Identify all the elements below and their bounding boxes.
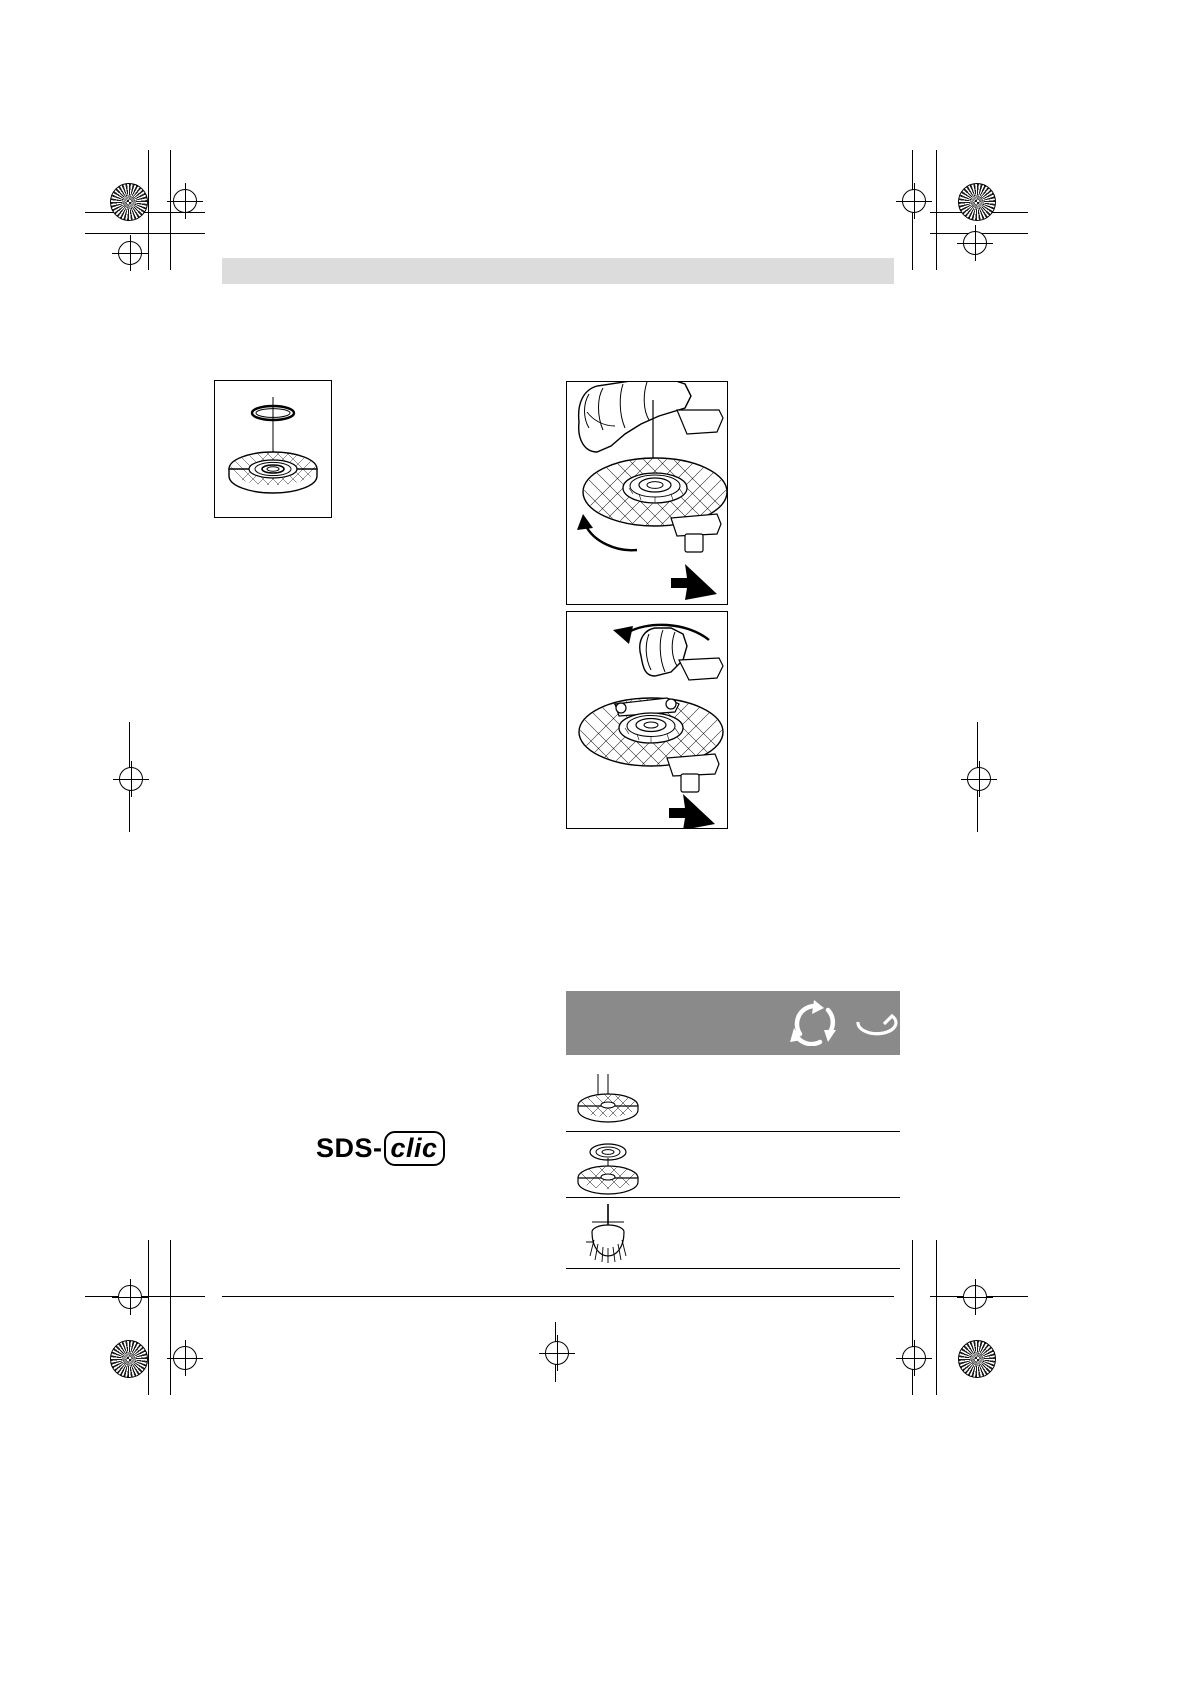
registration-crosshair: [173, 189, 197, 213]
registration-crosshair: [173, 1346, 197, 1370]
spec-row-icon-cup-brush: [570, 1202, 648, 1264]
figure-backing-pad-with-ring: [214, 380, 332, 518]
footer-rule: [222, 1296, 894, 1297]
sds-logo-suffix: clic: [384, 1131, 445, 1166]
crop-mark-line: [936, 150, 937, 270]
spec-row-divider: [566, 1268, 900, 1269]
registration-crosshair: [902, 189, 926, 213]
crop-mark-line: [148, 1240, 149, 1395]
spec-row-divider: [566, 1131, 900, 1132]
registration-crosshair: [119, 767, 143, 791]
halftone-starburst: [110, 1340, 148, 1378]
header-band: [222, 258, 894, 284]
halftone-starburst: [110, 183, 148, 221]
crop-mark-line: [936, 1240, 937, 1395]
spec-row-icon-grinding-disc: [570, 1072, 648, 1124]
registration-crosshair: [118, 241, 142, 265]
spec-header-icon-clamping-ring: [854, 1008, 900, 1040]
crop-mark-line: [170, 150, 171, 270]
crop-mark-line: [170, 1240, 171, 1395]
spec-row-icon-sanding-pad: [570, 1136, 648, 1198]
crop-mark-line: [85, 233, 205, 234]
registration-crosshair: [545, 1341, 569, 1365]
sds-logo-prefix: SDS-: [316, 1133, 383, 1163]
registration-crosshair: [967, 767, 991, 791]
registration-crosshair: [902, 1346, 926, 1370]
crop-mark-line: [148, 150, 149, 270]
sds-clic-logo: [316, 1133, 445, 1164]
figure-removing-hand-counterclockwise: [566, 611, 728, 829]
registration-crosshair: [963, 1285, 987, 1309]
halftone-starburst: [958, 183, 996, 221]
halftone-starburst: [958, 1340, 996, 1378]
spec-table-header-band: [566, 991, 900, 1055]
spec-header-icon-rotation: [784, 1000, 848, 1046]
registration-crosshair: [963, 231, 987, 255]
figure-mounting-hand-clockwise: [566, 381, 728, 605]
spec-row-divider: [566, 1197, 900, 1198]
registration-crosshair: [118, 1285, 142, 1309]
